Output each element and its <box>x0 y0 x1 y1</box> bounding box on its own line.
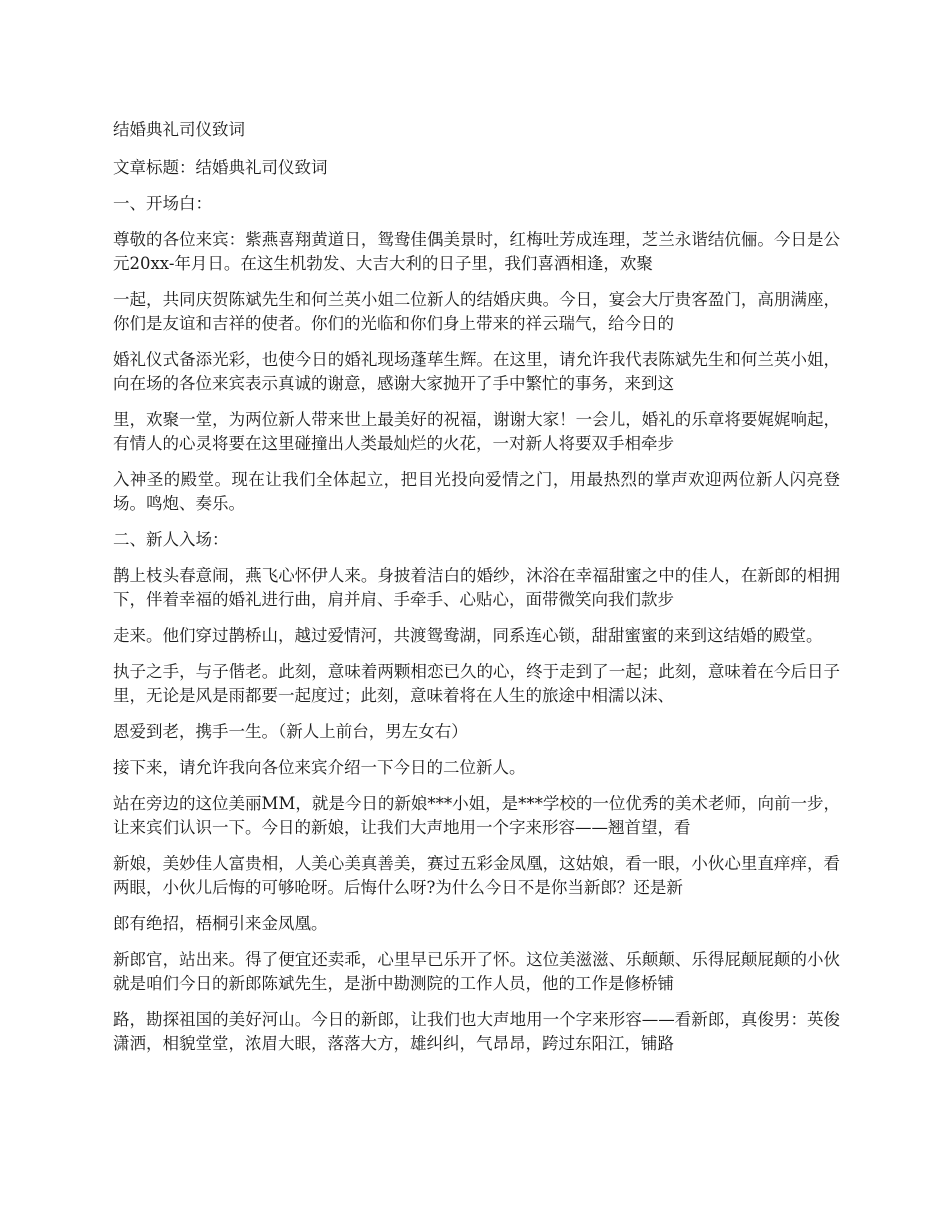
article-title-line: 文章标题：结婚典礼司仪致词 <box>113 158 328 177</box>
paragraph: 执子之手，与子偕老。此刻，意味着两颗相恋已久的心，终于走到了一起；此刻，意味着在今后日子里，无论是风是雨都要一起度过；此刻，意味着将在人生的旅途中相濡以沫、 <box>113 662 840 705</box>
paragraph: 路，勘探祖国的美好河山。今日的新郎，让我们也大声地用一个字来形容——看新郎，真俊男：英俊潇洒，相貌堂堂，浓眉大眼，落落大方，雄纠纠，气昂昂，跨过东阳江，铺路 <box>113 1010 840 1053</box>
paragraph: 新娘，美妙佳人富贵相，人美心美真善美，赛过五彩金凤凰，这姑娘，看一眼，小伙心里直痒痒，看两眼，小伙儿后悔的可够呛呀。后悔什么呀?为什么今日不是你当新郎？还是新 <box>113 854 840 897</box>
paragraph: 一起，共同庆贺陈斌先生和何兰英小姐二位新人的结婚庆典。今日，宴会大厅贵客盈门，高朋满座，你们是友谊和吉祥的使者。你们的光临和你们身上带来的祥云瑞气，给今日的 <box>113 290 840 333</box>
document-title: 结婚典礼司仪致词 <box>113 120 245 139</box>
paragraph: 郎有绝招，梧桐引来金凤凰。 <box>113 914 328 933</box>
document-page <box>113 118 840 1068</box>
paragraph: 里，欢聚一堂，为两位新人带来世上最美好的祝福，谢谢大家！一会儿，婚礼的乐章将要娓娓响起，有情人的心灵将要在这里碰撞出人类最灿烂的火花，一对新人将要双手相牵步 <box>113 410 840 453</box>
paragraph: 新郎官，站出来。得了便宜还卖乖，心里早已乐开了怀。这位美滋滋、乐颠颠、乐得屁颠屁颠的小伙就是咱们今日的新郎陈斌先生，是浙中勘测院的工作人员，他的工作是修桥铺 <box>113 950 840 993</box>
paragraph: 婚礼仪式备添光彩，也使今日的婚礼现场蓬荜生辉。在这里，请允许我代表陈斌先生和何兰英小姐，向在场的各位来宾表示真诚的谢意，感谢大家抛开了手中繁忙的事务，来到这 <box>113 350 840 393</box>
paragraph: 鹊上枝头春意闹，燕飞心怀伊人来。身披着洁白的婚纱，沐浴在幸福甜蜜之中的佳人，在新郎的相拥下，伴着幸福的婚礼进行曲，肩并肩、手牵手、心贴心，面带微笑向我们款步 <box>113 566 840 609</box>
section-heading-opening: 一、开场白： <box>113 194 212 213</box>
paragraph: 接下来，请允许我向各位来宾介绍一下今日的二位新人。 <box>113 758 526 777</box>
paragraph: 走来。他们穿过鹊桥山，越过爱情河，共渡鸳鸯湖，同系连心锁，甜甜蜜蜜的来到这结婚的殿堂。 <box>113 626 823 645</box>
paragraph: 尊敬的各位来宾：紫燕喜翔黄道日，鸳鸯佳偶美景时，红梅吐芳成连理，芝兰永谐结伉俪。今日是公元20xx-年月日。在这生机勃发、大吉大利的日子里，我们喜酒相逢，欢聚 <box>113 230 840 273</box>
paragraph: 恩爱到老，携手一生。（新人上前台，男左女右） <box>113 722 468 741</box>
paragraph: 入神圣的殿堂。现在让我们全体起立，把目光投向爱情之门，用最热烈的掌声欢迎两位新人闪亮登场。鸣炮、奏乐。 <box>113 470 840 513</box>
paragraph: 站在旁边的这位美丽MM，就是今日的新娘***小姐，是***学校的一位优秀的美术老师，向前一步，让来宾们认识一下。今日的新娘，让我们大声地用一个字来形容——翘首望，看 <box>113 794 840 837</box>
section-heading-entrance: 二、新人入场： <box>113 530 229 549</box>
